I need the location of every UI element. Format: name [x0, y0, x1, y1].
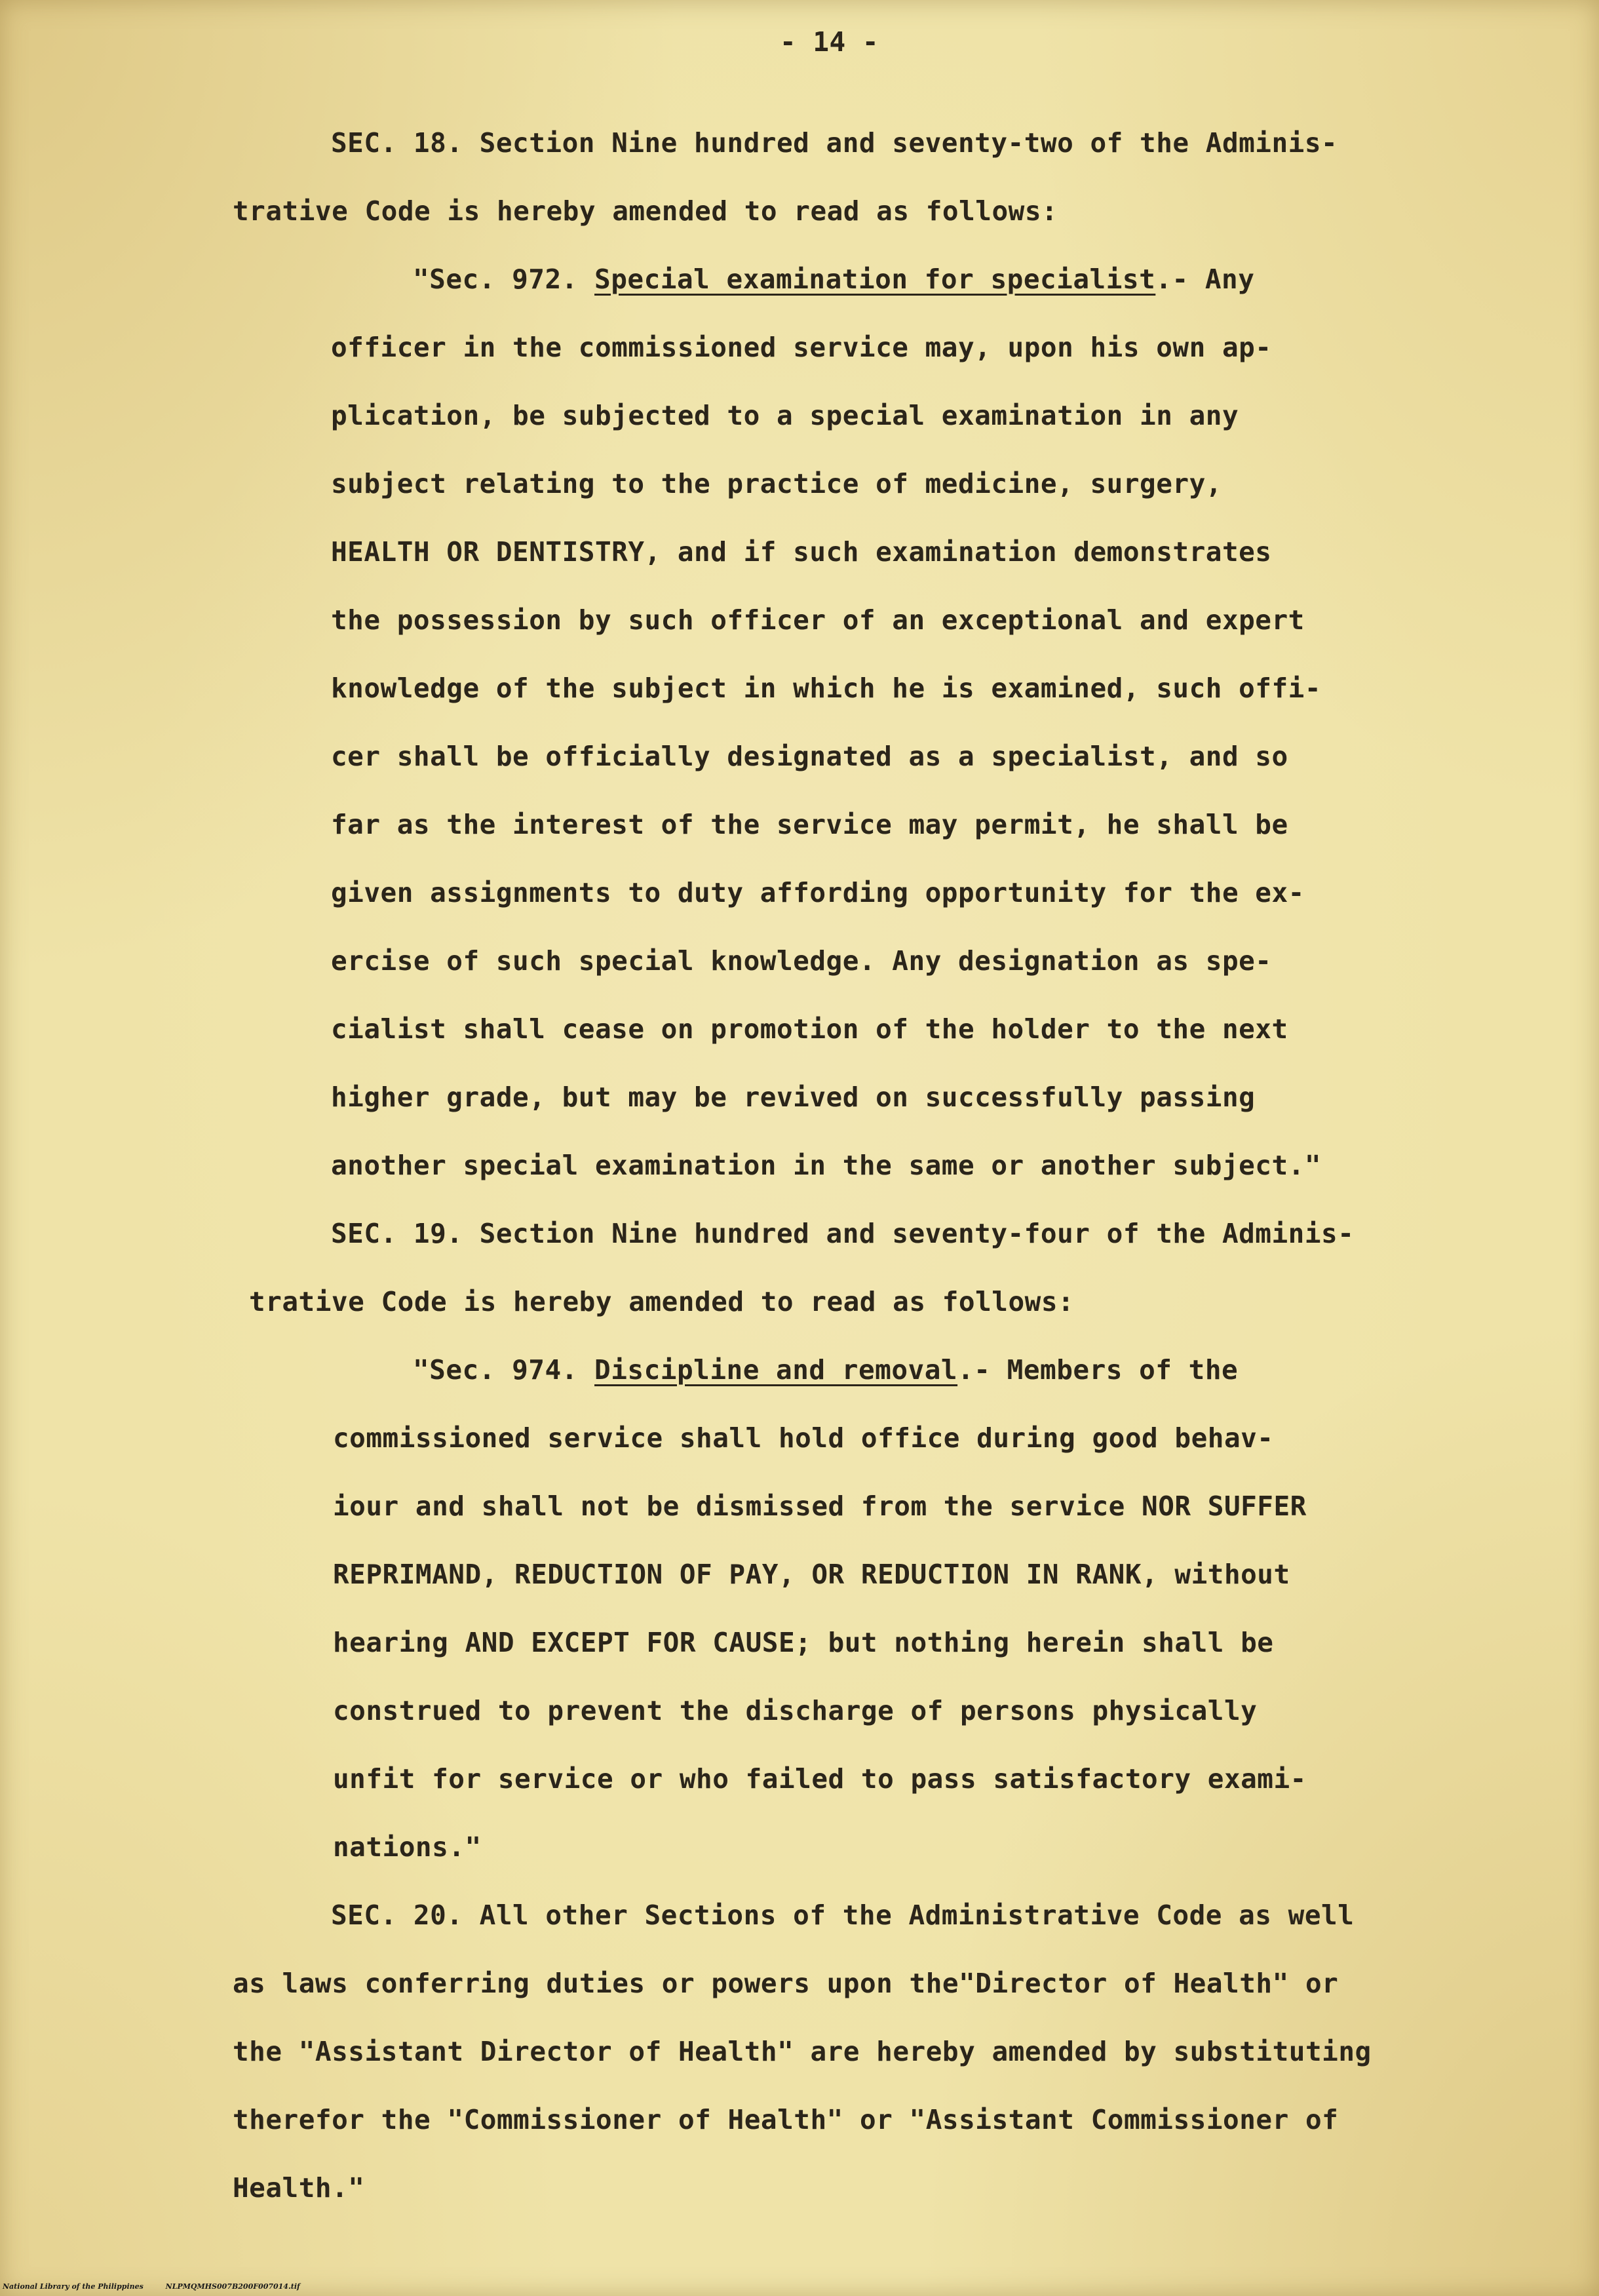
sec18-body-line: given assignments to duty affording opportunity for the ex- [331, 877, 1305, 908]
footer-institution: National Library of the Philippines [3, 2282, 144, 2291]
sec18-quote-suffix: .- Any [1155, 263, 1255, 295]
sec18-heading-line-1: SEC. 18. Section Nine hundred and seventy-two of the Adminis- [331, 127, 1338, 159]
sec18-body-line: subject relating to the practice of medicine, surgery, [331, 468, 1222, 499]
sec18-body-line: knowledge of the subject in which he is examined, such offi- [331, 672, 1322, 704]
sec19-body-line: nations." [333, 1831, 482, 1863]
sec20-body-line: therefor the "Commissioner of Health" or "Assistant Commissioner of [233, 2104, 1339, 2135]
sec18-body-line: higher grade, but may be revived on successfully passing [331, 1081, 1256, 1113]
sec19-body-line: construed to prevent the discharge of persons physically [333, 1695, 1258, 1726]
sec19-body-line: iour and shall not be dismissed from the service NOR SUFFER [333, 1490, 1307, 1522]
sec19-quote-suffix: .- Members of the [957, 1354, 1239, 1386]
sec19-body-line: commissioned service shall hold office during good behav- [333, 1422, 1274, 1454]
footer-file-id: NLPMQMHS007B200F007014.tif [165, 2282, 300, 2291]
sec19-heading-line-1: SEC. 19. Section Nine hundred and seventy-four of the Adminis- [331, 1218, 1355, 1249]
sec18-quote-title: Special examination for specialist [594, 263, 1156, 295]
sec18-body-line: cer shall be officially designated as a specialist, and so [331, 741, 1288, 772]
sec18-body-line: far as the interest of the service may permit, he shall be [331, 809, 1288, 840]
sec18-body-line: HEALTH OR DENTISTRY, and if such examination demonstrates [331, 536, 1272, 568]
sec19-quote-prefix: "Sec. 974. [413, 1354, 595, 1386]
sec18-body-line: cialist shall cease on promotion of the holder to the next [331, 1013, 1288, 1045]
sec20-body-line: the "Assistant Director of Health" are hereby amended by substituting [233, 2036, 1372, 2067]
sec18-quote-heading [413, 262, 1254, 296]
sec19-quote-heading [413, 1353, 1238, 1387]
sec20-body-line: as laws conferring duties or powers upon the"Director of Health" or [233, 1968, 1339, 1999]
sec20-body-line: Health." [233, 2172, 365, 2204]
sec18-body-line: officer in the commissioned service may, upon his own ap- [331, 332, 1272, 363]
page-number: - 14 - [780, 26, 879, 58]
sec18-body-line: the possession by such officer of an exceptional and expert [331, 604, 1305, 636]
sec18-body-line: ercise of such special knowledge. Any designation as spe- [331, 945, 1272, 977]
sec18-body-line: another special examination in the same or another subject." [331, 1150, 1322, 1181]
sec20-body-line: SEC. 20. All other Sections of the Administrative Code as well [331, 1899, 1355, 1931]
sec19-heading-line-2: trative Code is hereby amended to read as follows: [249, 1286, 1075, 1317]
sec18-quote-prefix: "Sec. 972. [413, 263, 595, 295]
archive-footer [3, 2282, 320, 2291]
sec18-body-line: plication, be subjected to a special examination in any [331, 400, 1239, 431]
sec19-body-line: hearing AND EXCEPT FOR CAUSE; but nothing herein shall be [333, 1627, 1274, 1658]
sec18-heading-line-2: trative Code is hereby amended to read as follows: [233, 195, 1058, 227]
sec19-body-line: REPRIMAND, REDUCTION OF PAY, OR REDUCTION IN RANK, without [333, 1559, 1290, 1590]
sec19-body-line: unfit for service or who failed to pass satisfactory exami- [333, 1763, 1307, 1795]
sec19-quote-title: Discipline and removal [594, 1354, 958, 1386]
